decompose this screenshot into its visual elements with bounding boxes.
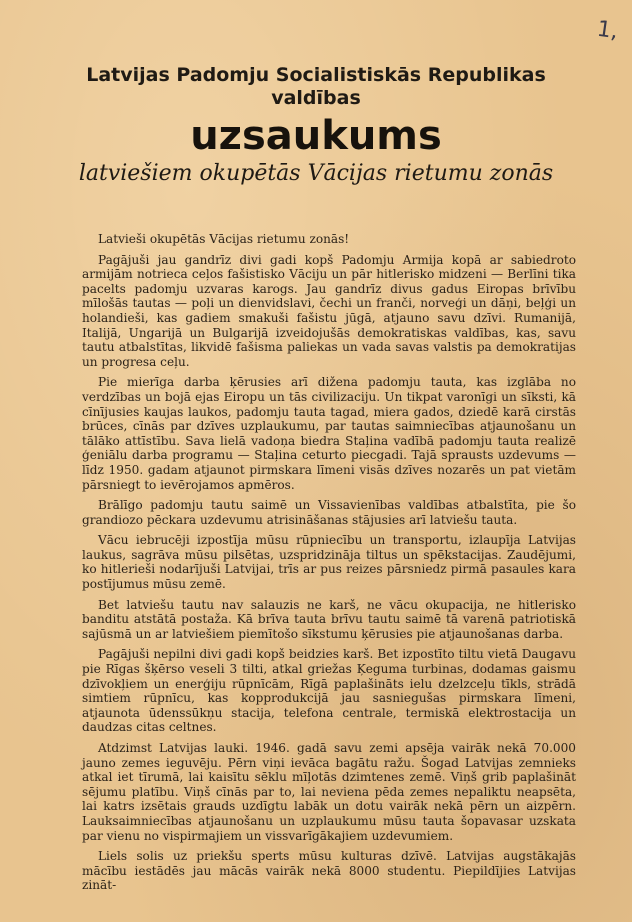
greeting: Latvieši okupētās Vācijas rietumu zonās! <box>98 232 350 246</box>
leaflet-body <box>82 232 576 899</box>
header-line-2: valdības <box>271 87 361 109</box>
paragraph-3: Brālīgo padomju tautu saimē un Vissavienības valdības atbalstīta, pie šo grandiozo pēckara uzdevumu atrisināšanas stājusies arī latviešu tauta. <box>82 498 576 527</box>
handwritten-page-number: 1, <box>595 16 620 45</box>
header-line-1: Latvijas Padomju Socialistiskās Republikas <box>86 64 546 86</box>
leaflet-subtitle: latviešiem okupētās Vācijas rietumu zonās <box>78 161 554 186</box>
leaflet-header <box>40 64 592 188</box>
paragraph-5: Bet latviešu tautu nav salauzis ne karš, ne vācu okupacija, ne hitlerisko banditu atstātā postaža. Kā brīva tauta brīvu tautu saimē tā varenā patriotiskā sajūsmā un ar latviešiem piemītošo sīkstumu ķērusies pie atjaunošanas darba. <box>82 597 576 641</box>
paragraph-2: Pie mierīga darba ķērusies arī dižena padomju tauta, kas izglāba no verdzības un bojā ejas Eiropu un tās civilizaciju. Un tikpat varonīgi un sīksti, kā cīnījusies kaujas laukos, padomju tauta tagad, miera gados, dziedē karā cirstās brūces, cīnās par dzīves uzplaukumu, par tautas saimniecības atjaunošanu un tālāko attīstību. Sava lielā vadoņa biedra Staļina vadībā padomju tauta realizē ģeniālu darba programu — Staļina ceturto piecgadi. Tajā sprausts uzdevums — līdz 1950. gadam atjaunot pirmskara līmeni visās dzīves nozarēs un pat vietām pārsniegt to ievērojamos apmēros. <box>82 375 576 492</box>
paragraph-4: Vācu iebrucēji izpostīja mūsu rūpniecību un transportu, izlaupīja Latvijas laukus, sagrāva mūsu pilsētas, uzspridzināja tiltus un spēkstacijas. Zaudējumi, ko hitlerieši nodarījuši Latvijai, trīs ar pus reizes pārsniedz pirmā pasaules kara postījumus mūsu zemē. <box>82 533 576 592</box>
paragraph-7: Atdzimst Latvijas lauki. 1946. gadā savu zemi apsēja vairāk nekā 70.000 jauno zemes ieguvēju. Pērn viņi ievāca bagātu ražu. Šogad Latvijas zemnieks atkal iet tīrumā, lai kaisītu sēklu mīļotās dzimtenes zemē. Viņš grib paplašināt sējumu platību. Viņš cīnās par to, lai neviena pēda zemes nepaliktu neapsēta, lai katrs izsētais grauds uzdīgtu labāk un dotu vairāk nekā pērn un aizpērn. Lauksaimniecības atjaunošanu un uzplaukumu mūsu tauta šopavasar uzskata par vienu no vispirmajiem un vissvarīgākajiem uzdevumiem. <box>82 741 576 843</box>
paragraph-6: Pagājuši nepilni divi gadi kopš beidzies karš. Bet izpostīto tiltu vietā Daugavu pie Rīgas šķērso veseli 3 tilti, atkal griežas Ķeguma turbinas, dodamas gaismu dzīvokļiem un enerģiju rūpnīcām, Rīgā paplašināts ielu dzelzceļu tīkls, strādā simtiem rūpnīcu, kas kopprodukcijā jau sasniegušas pirmskara līmeni, atjaunota ūdenssūkņu stacija, telefona centrale, termiskā elektrostacija un daudzas citas celtnes. <box>82 647 576 735</box>
paragraph-8: Liels solis uz priekšu sperts mūsu kulturas dzīvē. Latvijas augstākajās mācību iestādēs jau mācās vairāk nekā 8000 studentu. Piepildījies Latvijas zināt- <box>82 849 576 893</box>
paragraph-1: Pagājuši jau gandrīz divi gadi kopš Padomju Armija kopā ar sabiedroto armijām notrieca ceļos fašistisko Vāciju un pār hitlerisko midzeni — Berlīni tika pacelts padomju uzvaras karogs. Jau gandrīz divus gadus Eiropas brīvību mīlošās tautas — poļi un dienvidslavi, čechi un franči, norveģi un dāņi, beļģi un holandieši, kas gadiem smakuši fašistu jūgā, atjauno savu dzīvi. Rumanijā, Italijā, Ungarijā un Bulgarijā izveidojušās demokratiskas valdības, kas, savu tautu atbalstītas, likvidē fašisma paliekas un vada savas valstis pa demokratijas un progresa ceļu. <box>82 252 576 369</box>
leaflet-title: uzsaukums <box>190 113 442 159</box>
